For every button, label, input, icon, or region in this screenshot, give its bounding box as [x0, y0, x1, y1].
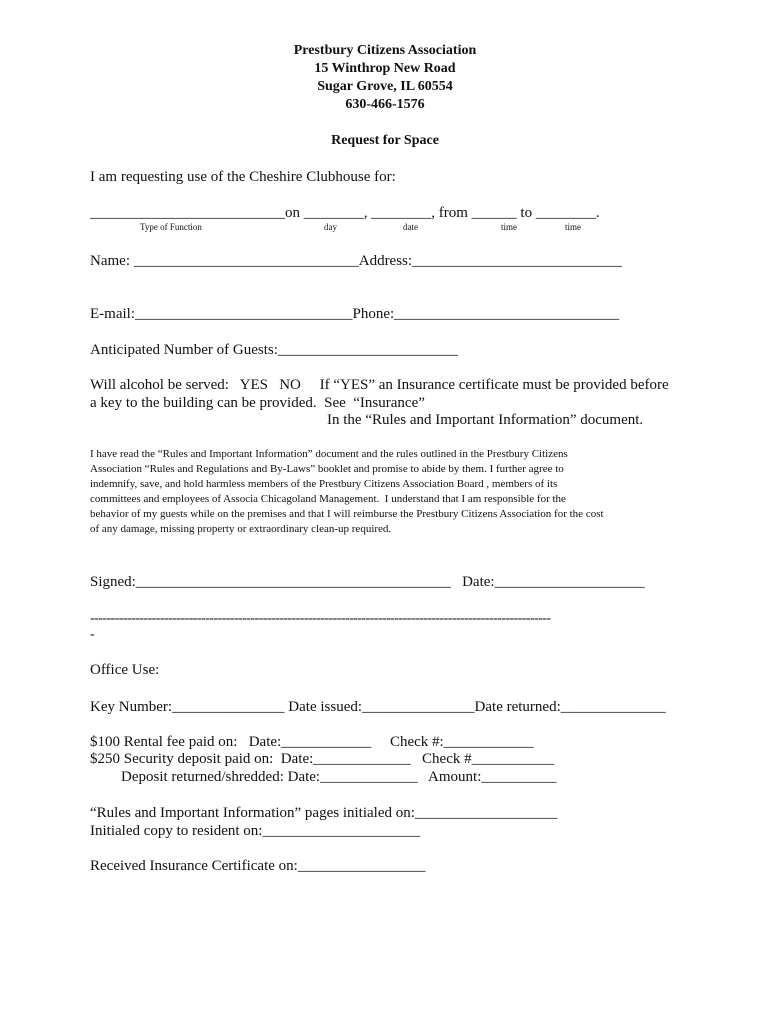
page-title: Request for Space	[331, 133, 439, 148]
deposit-returned-field[interactable]: Deposit returned/shredded: Date:_____________ Amount:__________	[121, 769, 557, 785]
agreement-line: committees and employees of Associa Chicagoland Management. I understand that I am responsible for the	[90, 493, 566, 505]
email-phone-field[interactable]: E-mail:_____________________________Phone:______________________________	[90, 306, 620, 322]
function-date-field[interactable]: __________________________on ________, ________, from ______ to ________.	[90, 205, 600, 221]
dashed-divider: ----------------------------------------------------------------------------------------------------------------	[90, 611, 551, 626]
alcohol-note-reference: In the “Rules and Important Information” document.	[327, 412, 644, 428]
agreement-line: behavior of my guests while on the premises and that I will reimburse the Prestbury Citizens Association for the cost	[90, 508, 604, 520]
office-use-heading: Office Use:	[90, 662, 160, 678]
alcohol-note: a key to the building can be provided. See “Insurance”	[90, 395, 425, 411]
rental-fee-field[interactable]: $100 Rental fee paid on: Date:____________ Check #:____________	[90, 734, 534, 750]
type-of-function-label: Type of Function	[140, 222, 202, 232]
initialed-copy-field[interactable]: Initialed copy to resident on:_____________________	[90, 823, 420, 839]
start-time-label: time	[501, 222, 517, 232]
security-deposit-field[interactable]: $250 Security deposit paid on: Date:_____________ Check #___________	[90, 751, 555, 767]
intro-text: I am requesting use of the Cheshire Clubhouse for:	[90, 169, 396, 185]
agreement-line: indemnify, save, and hold harmless members of the Prestbury Citizens Association Board , members of its	[90, 478, 558, 490]
insurance-certificate-field[interactable]: Received Insurance Certificate on:_________________	[90, 858, 426, 874]
day-label: day	[324, 222, 337, 232]
end-time-label: time	[565, 222, 581, 232]
alcohol-question[interactable]: Will alcohol be served: YES NO If “YES” an Insurance certificate must be provided before	[90, 377, 669, 393]
name-address-field[interactable]: Name: ______________________________Address:____________________________	[90, 253, 623, 269]
organization-name: Prestbury Citizens Association	[293, 43, 477, 58]
organization-city: Sugar Grove, IL 60554	[317, 79, 453, 94]
agreement-line: Association “Rules and Regulations and By-Laws” booklet and promise to abide by them. I further agree to	[90, 463, 564, 475]
guests-field[interactable]: Anticipated Number of Guests:________________________	[90, 342, 458, 358]
date-label: date	[403, 222, 418, 232]
signature-date-field[interactable]: Signed:__________________________________________ Date:____________________	[90, 574, 645, 590]
agreement-line: of any damage, missing property or extraordinary clean-up required.	[90, 523, 392, 535]
rules-initialed-field[interactable]: “Rules and Important Information” pages initialed on:___________________	[90, 805, 558, 821]
organization-street: 15 Winthrop New Road	[314, 61, 456, 76]
agreement-line: I have read the “Rules and Important Information” document and the rules outlined in the Prestbury Citizens	[90, 448, 568, 460]
organization-phone: 630-466-1576	[345, 97, 425, 112]
dashed-divider-tail: -	[90, 627, 95, 642]
key-number-field[interactable]: Key Number:_______________ Date issued:_______________Date returned:______________	[90, 699, 666, 715]
